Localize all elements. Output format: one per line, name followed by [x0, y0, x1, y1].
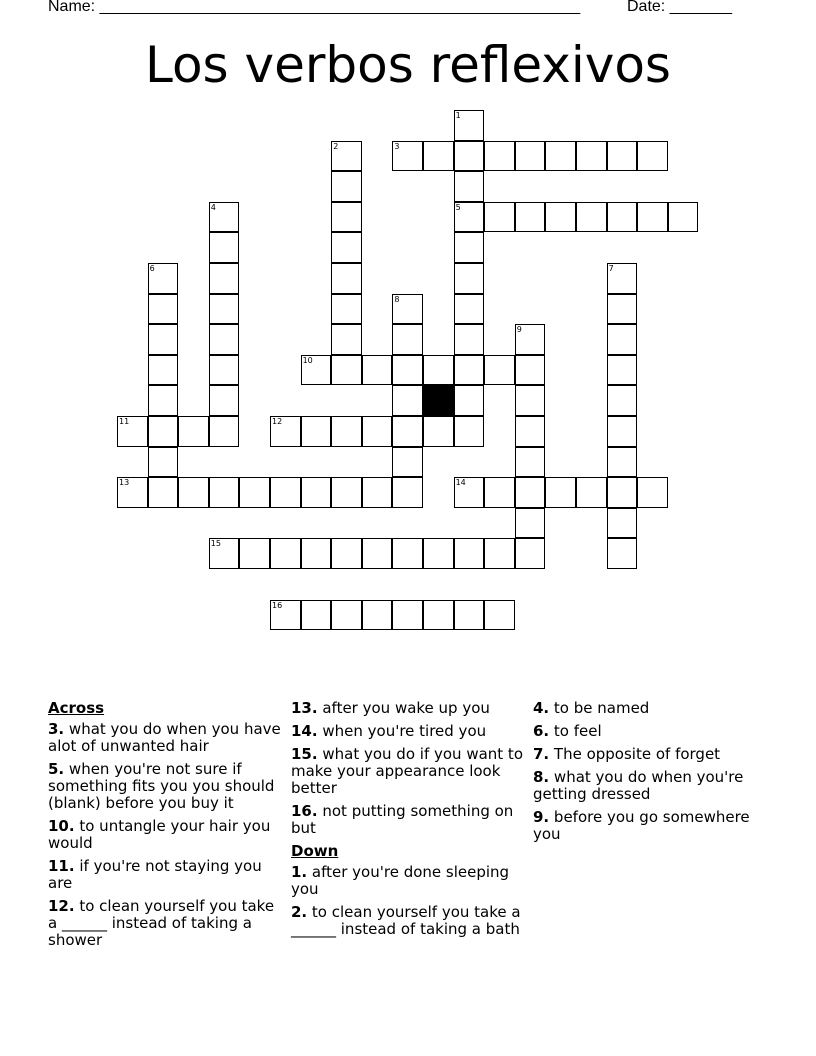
grid-cell[interactable]: [454, 355, 485, 386]
clue-number: 13.: [291, 699, 318, 717]
clue-number: 2.: [291, 903, 308, 921]
page-title: Los verbos reflexivos: [144, 36, 671, 94]
black-cell: [423, 385, 454, 416]
clue-number-label: 5: [455, 202, 461, 212]
grid-cell[interactable]: [607, 324, 638, 355]
grid-cell[interactable]: [301, 538, 332, 569]
grid-cell[interactable]: [607, 202, 638, 233]
grid-cell[interactable]: [637, 477, 668, 508]
grid-cell[interactable]: [484, 202, 515, 233]
clue-number: 15.: [291, 745, 318, 763]
clue-number-label: 3: [394, 141, 400, 151]
grid-cell[interactable]: [607, 477, 638, 508]
grid-cell[interactable]: [331, 232, 362, 263]
clue-number: 14.: [291, 722, 318, 740]
clue-down-1: [291, 864, 526, 898]
clue-down-7: [533, 746, 773, 763]
clue-text: what you do if you want to make your appearance look better: [291, 745, 523, 797]
clue-number: 1.: [291, 863, 308, 881]
grid-cell[interactable]: [362, 416, 393, 447]
grid-cell[interactable]: [209, 324, 240, 355]
grid-cell[interactable]: [331, 324, 362, 355]
grid-cell[interactable]: [423, 600, 454, 631]
grid-cell[interactable]: [607, 355, 638, 386]
clue-across-3: [48, 721, 283, 755]
clue-across-5: [48, 761, 283, 812]
grid-cell[interactable]: [209, 538, 240, 569]
clue-across-11: [48, 858, 283, 892]
clue-across-16: [291, 803, 526, 837]
grid-cell[interactable]: [331, 416, 362, 447]
grid-cell[interactable]: [637, 141, 668, 172]
clue-down-2: [291, 904, 526, 938]
clue-number: 6.: [533, 722, 550, 740]
clue-across-12: [48, 898, 283, 949]
date-field: Date: _______: [627, 0, 732, 15]
grid-cell[interactable]: [209, 355, 240, 386]
grid-cell[interactable]: [454, 385, 485, 416]
down-heading: Down: [291, 842, 339, 860]
clue-number-label: 14: [455, 478, 466, 488]
clue-number: 12.: [48, 897, 75, 915]
clue-text: after you wake up you: [322, 699, 490, 717]
grid-cell[interactable]: [515, 202, 546, 233]
grid-cell[interactable]: [331, 263, 362, 294]
grid-cell[interactable]: [515, 141, 546, 172]
grid-cell[interactable]: [209, 263, 240, 294]
clue-number: 3.: [48, 720, 65, 738]
grid-cell[interactable]: [454, 324, 485, 355]
grid-cell[interactable]: [576, 202, 607, 233]
clue-text: what you do when you have alot of unwanted hair: [48, 720, 281, 755]
clue-text: The opposite of forget: [553, 745, 721, 763]
grid-cell[interactable]: [515, 416, 546, 447]
clue-text: not putting something on but: [291, 802, 514, 837]
clue-number-label: 10: [302, 355, 313, 365]
grid-cell[interactable]: [301, 355, 332, 386]
grid-cell[interactable]: [331, 538, 362, 569]
clue-across-15: [291, 746, 526, 797]
grid-cell[interactable]: [392, 538, 423, 569]
clue-number: 7.: [533, 745, 550, 763]
grid-cell[interactable]: [454, 538, 485, 569]
clue-number-label: 7: [608, 264, 614, 273]
grid-cell[interactable]: [392, 355, 423, 386]
grid-cell[interactable]: [178, 477, 209, 508]
clue-text: before you go somewhere you: [533, 808, 750, 843]
grid-cell[interactable]: [637, 202, 668, 233]
clue-down-6: [533, 723, 773, 740]
grid-cell[interactable]: [270, 477, 301, 508]
grid-cell[interactable]: [607, 538, 638, 569]
grid-cell[interactable]: [607, 141, 638, 172]
grid-cell[interactable]: [209, 416, 240, 447]
grid-cell[interactable]: [392, 600, 423, 631]
clue-number-label: 12: [272, 417, 283, 426]
grid-cell[interactable]: [362, 538, 393, 569]
grid-cell[interactable]: [148, 416, 179, 447]
grid-cell[interactable]: [392, 324, 423, 355]
grid-cell[interactable]: [576, 141, 607, 172]
grid-cell[interactable]: [392, 477, 423, 508]
grid-cell[interactable]: [545, 202, 576, 233]
clue-across-10: [48, 818, 283, 852]
clue-text: what you do when you're getting dressed: [533, 768, 744, 803]
clue-number: 11.: [48, 857, 75, 875]
clue-number-label: 13: [119, 478, 130, 488]
grid-cell[interactable]: [607, 263, 638, 294]
grid-cell[interactable]: [668, 202, 699, 233]
grid-cell[interactable]: [331, 141, 362, 172]
grid-cell[interactable]: [148, 385, 179, 416]
grid-cell[interactable]: [607, 385, 638, 416]
clue-number-label: 1: [455, 111, 461, 120]
grid-cell[interactable]: [392, 385, 423, 416]
grid-cell[interactable]: [392, 447, 423, 478]
grid-cell[interactable]: [331, 355, 362, 386]
across-heading: Across: [48, 699, 105, 717]
grid-cell[interactable]: [454, 294, 485, 325]
grid-cell[interactable]: [454, 202, 485, 233]
grid-cell[interactable]: [515, 447, 546, 478]
grid-cell[interactable]: [331, 202, 362, 233]
clue-text: to feel: [553, 722, 602, 740]
grid-cell[interactable]: [148, 294, 179, 325]
clue-number: 8.: [533, 768, 550, 786]
clue-number-label: 9: [516, 325, 522, 335]
grid-cell[interactable]: [301, 477, 332, 508]
grid-cell[interactable]: [270, 538, 301, 569]
clue-number-label: 2: [333, 141, 339, 151]
grid-cell[interactable]: [484, 141, 515, 172]
clue-text: after you're done sleeping you: [291, 863, 510, 898]
grid-cell[interactable]: [331, 477, 362, 508]
grid-cell[interactable]: [454, 232, 485, 263]
clues-column-2: [291, 700, 526, 944]
clue-number-label: 11: [119, 417, 130, 426]
name-field: Name: ______________________________________________________: [48, 0, 581, 15]
grid-cell[interactable]: [209, 232, 240, 263]
grid-cell[interactable]: [454, 263, 485, 294]
grid-cell[interactable]: [515, 324, 546, 355]
grid-cell[interactable]: [515, 508, 546, 539]
grid-cell[interactable]: [423, 538, 454, 569]
clue-text: if you're not staying you are: [48, 857, 262, 892]
clue-number-label: 15: [210, 539, 221, 549]
clues-column-1: [48, 700, 283, 955]
grid-cell[interactable]: [484, 538, 515, 569]
grid-cell[interactable]: [117, 477, 148, 508]
grid-cell[interactable]: [301, 600, 332, 631]
grid-cell[interactable]: [362, 477, 393, 508]
grid-cell[interactable]: [148, 324, 179, 355]
clue-across-14: [291, 723, 526, 740]
grid-cell[interactable]: [392, 416, 423, 447]
grid-cell[interactable]: [209, 294, 240, 325]
grid-cell[interactable]: [515, 538, 546, 569]
grid-cell[interactable]: [576, 477, 607, 508]
clue-number: 5.: [48, 760, 65, 778]
grid-cell[interactable]: [209, 202, 240, 233]
grid-cell[interactable]: [423, 355, 454, 386]
grid-cell[interactable]: [117, 416, 148, 447]
grid-cell[interactable]: [607, 508, 638, 539]
clue-text: to untangle your hair you would: [48, 817, 271, 852]
grid-cell[interactable]: [454, 600, 485, 631]
grid-cell[interactable]: [607, 416, 638, 447]
clue-text: to clean yourself you take a ______ instead of taking a bath: [291, 903, 521, 938]
grid-cell[interactable]: [331, 294, 362, 325]
grid-cell[interactable]: [270, 416, 301, 447]
clue-number-label: 8: [394, 294, 400, 304]
clue-number-label: 16: [272, 600, 283, 610]
clue-text: when you're not sure if something fits you you should (blank) before you buy it: [48, 760, 275, 812]
grid-cell[interactable]: [545, 141, 576, 172]
grid-cell[interactable]: [454, 110, 485, 141]
grid-cell[interactable]: [362, 600, 393, 631]
grid-cell[interactable]: [607, 447, 638, 478]
clue-across-13: [291, 700, 526, 717]
clue-text: to clean yourself you take a ______ instead of taking a shower: [48, 897, 275, 949]
grid-cell[interactable]: [454, 141, 485, 172]
grid-cell[interactable]: [454, 416, 485, 447]
grid-cell[interactable]: [301, 416, 332, 447]
grid-cell[interactable]: [545, 477, 576, 508]
grid-cell[interactable]: [148, 355, 179, 386]
grid-cell[interactable]: [209, 477, 240, 508]
clue-number: 16.: [291, 802, 318, 820]
grid-cell[interactable]: [423, 141, 454, 172]
grid-cell[interactable]: [362, 355, 393, 386]
grid-cell[interactable]: [270, 600, 301, 631]
grid-cell[interactable]: [484, 355, 515, 386]
clue-number-label: 6: [149, 264, 155, 273]
grid-cell[interactable]: [515, 477, 546, 508]
grid-cell[interactable]: [331, 171, 362, 202]
grid-cell[interactable]: [239, 477, 270, 508]
clue-number: 4.: [533, 699, 550, 717]
grid-cell[interactable]: [515, 385, 546, 416]
grid-cell[interactable]: [209, 385, 240, 416]
grid-cell[interactable]: [148, 263, 179, 294]
grid-cell[interactable]: [392, 294, 423, 325]
clue-number: 10.: [48, 817, 75, 835]
clue-down-9: [533, 809, 773, 843]
grid-cell[interactable]: [239, 538, 270, 569]
clue-number: 9.: [533, 808, 550, 826]
grid-cell[interactable]: [607, 294, 638, 325]
clue-text: to be named: [553, 699, 650, 717]
clue-down-8: [533, 769, 773, 803]
grid-cell[interactable]: [515, 355, 546, 386]
clue-text: when you're tired you: [322, 722, 487, 740]
grid-cell[interactable]: [484, 600, 515, 631]
grid-cell[interactable]: [423, 416, 454, 447]
clue-number-label: 4: [210, 202, 216, 212]
clue-down-4: [533, 700, 773, 717]
grid-cell[interactable]: [148, 477, 179, 508]
grid-cell[interactable]: [331, 600, 362, 631]
grid-cell[interactable]: [454, 477, 485, 508]
grid-cell[interactable]: [178, 416, 209, 447]
grid-cell[interactable]: [392, 141, 423, 172]
grid-cell[interactable]: [148, 447, 179, 478]
clues-column-3: [533, 700, 773, 849]
grid-cell[interactable]: [454, 171, 485, 202]
grid-cell[interactable]: [484, 477, 515, 508]
